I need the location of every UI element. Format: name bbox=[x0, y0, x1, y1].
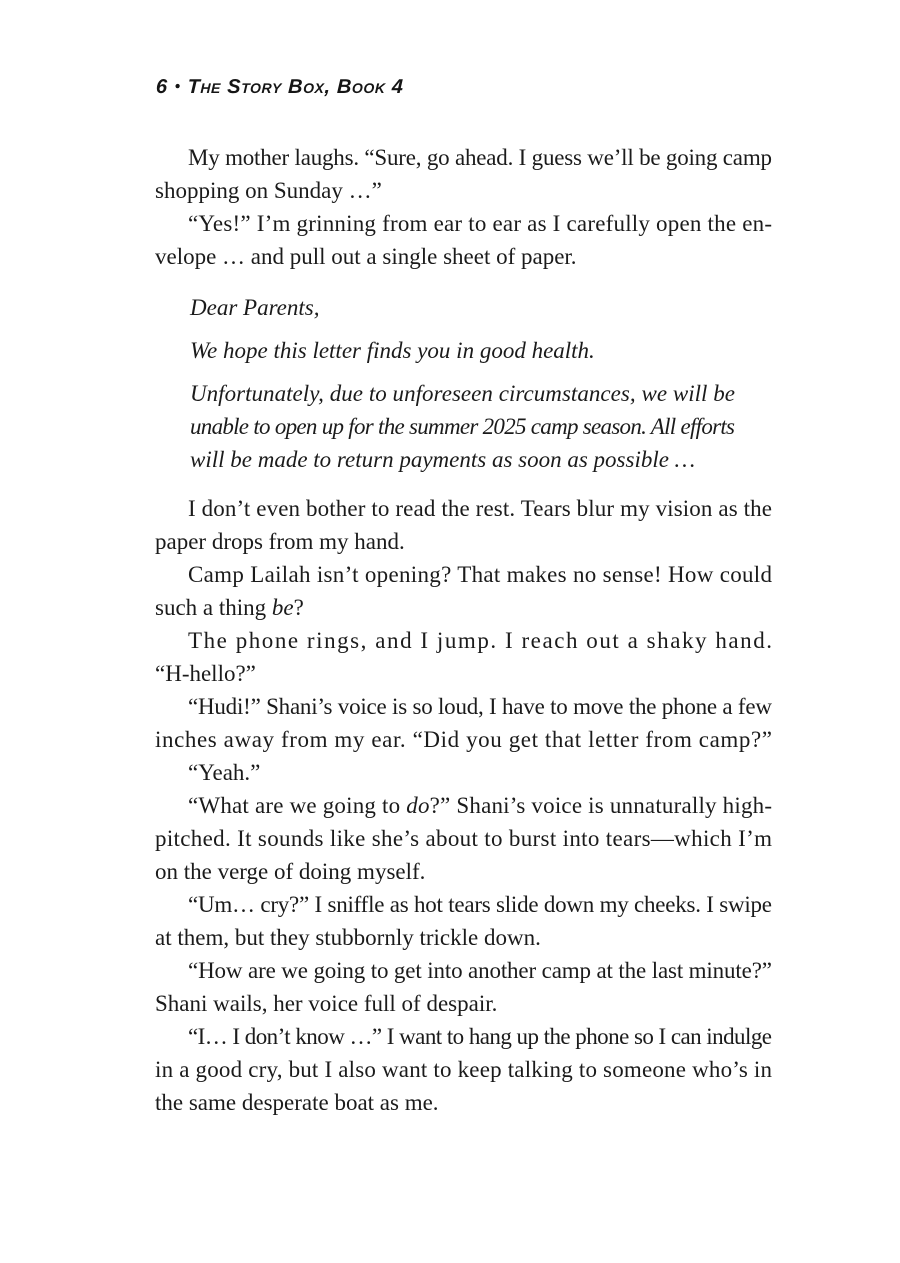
paragraph bbox=[155, 494, 772, 560]
text-line bbox=[190, 379, 735, 412]
svg-text:inches away from my ear. “Did: inches away from my ear. “Did you get that letter from camp?” bbox=[155, 727, 772, 752]
paragraph bbox=[155, 1022, 772, 1121]
paragraph bbox=[155, 560, 772, 626]
text-line bbox=[155, 1055, 772, 1088]
svg-text:“Um… cry?” I sniffle as hot te: “Um… cry?” I sniffle as hot tears slide down my cheeks. I swipe bbox=[188, 892, 772, 917]
paragraph bbox=[155, 758, 772, 791]
text-line bbox=[155, 989, 772, 1022]
text-line bbox=[155, 923, 772, 956]
separator-dot: • bbox=[174, 78, 181, 95]
svg-text:at them, but they stubbornly t: at them, but they stubbornly trickle down. bbox=[155, 925, 541, 950]
text-line bbox=[155, 626, 772, 659]
svg-text:pitched. It sounds like she’s: pitched. It sounds like she’s about to burst into tears—which I’m bbox=[155, 826, 772, 851]
letter-paragraph bbox=[190, 293, 772, 326]
svg-text:on the verge of doing myself.: on the verge of doing myself. bbox=[155, 859, 426, 884]
text-line bbox=[155, 527, 772, 560]
text-line bbox=[155, 1022, 772, 1055]
text-line bbox=[155, 143, 772, 176]
svg-text:unable to open up for the summ: unable to open up for the summer 2025 camp season. All efforts bbox=[190, 414, 735, 439]
paragraph bbox=[155, 956, 772, 1022]
svg-text:“Hudi!” Shani’s voice is so lo: “Hudi!” Shani’s voice is so loud, I have to move the phone a few bbox=[188, 694, 772, 719]
paragraph bbox=[155, 626, 772, 692]
book-title: The Story Box, Book 4 bbox=[187, 76, 404, 98]
svg-text:Dear Parents,: Dear Parents, bbox=[190, 295, 320, 320]
svg-text:I don’t even bother to read th: I don’t even bother to read the rest. Tears blur my vision as the bbox=[188, 496, 772, 521]
text-line bbox=[155, 956, 772, 989]
svg-text:“H-hello?”: “H-hello?” bbox=[155, 661, 256, 686]
text-line bbox=[155, 824, 772, 857]
svg-text:“Yeah.”: “Yeah.” bbox=[188, 760, 261, 785]
letter-paragraph bbox=[190, 379, 772, 478]
text-line bbox=[155, 494, 772, 527]
paragraph bbox=[155, 791, 772, 890]
page-number: 6 bbox=[155, 76, 169, 98]
svg-text:My mother laughs. “Sure, go ah: My mother laughs. “Sure, go ahead. I guess we’ll be going camp bbox=[188, 145, 772, 170]
text-line bbox=[190, 336, 735, 369]
svg-text:in a good cry, but I also want: in a good cry, but I also want to keep talking to someone who’s in bbox=[155, 1057, 772, 1082]
svg-text:the same desperate boat as me.: the same desperate boat as me. bbox=[155, 1090, 439, 1115]
svg-text:We hope this letter finds you: We hope this letter finds you in good health. bbox=[190, 338, 595, 363]
paragraph bbox=[155, 143, 772, 209]
page-body bbox=[155, 143, 772, 1121]
svg-text:Unfortunately, due to unforese: Unfortunately, due to unforeseen circumstances, we will be bbox=[190, 381, 735, 406]
svg-text:“Yes!” I’m grinning from ear t: “Yes!” I’m grinning from ear to ear as I carefully open the en- bbox=[188, 211, 772, 236]
text-line bbox=[155, 1088, 772, 1121]
svg-text:will be made to return payment: will be made to return payments as soon as possible … bbox=[190, 447, 696, 472]
paragraph bbox=[155, 890, 772, 956]
text-line bbox=[155, 725, 772, 758]
text-line bbox=[190, 412, 735, 445]
text-line bbox=[155, 758, 772, 791]
text-line bbox=[190, 293, 735, 326]
text-line bbox=[155, 242, 772, 275]
text-line bbox=[155, 692, 772, 725]
text-line bbox=[155, 209, 772, 242]
text-line bbox=[155, 593, 772, 626]
svg-text:velope … and pull out a single: velope … and pull out a single sheet of paper. bbox=[155, 244, 577, 269]
text-line bbox=[155, 791, 772, 824]
paragraph bbox=[155, 692, 772, 758]
svg-text:paper drops from my hand.: paper drops from my hand. bbox=[155, 529, 405, 554]
text-line bbox=[155, 176, 772, 209]
text-line bbox=[155, 890, 772, 923]
svg-text:“How are we going to get into: “How are we going to get into another camp at the last minute?” bbox=[188, 958, 772, 983]
text-line bbox=[155, 857, 772, 890]
running-head bbox=[156, 76, 404, 99]
svg-text:The phone rings, and I jump. I: The phone rings, and I jump. I reach out a shaky hand. bbox=[188, 628, 772, 653]
svg-text:such a thing be?: such a thing be? bbox=[155, 595, 304, 620]
svg-text:“I… I don’t know …” I want to: “I… I don’t know …” I want to hang up the phone so I can indulge bbox=[188, 1024, 772, 1049]
text-line bbox=[190, 445, 735, 478]
svg-text:“What are we going to do?” Sha: “What are we going to do?” Shani’s voice is unnaturally high- bbox=[188, 793, 772, 818]
svg-text:Camp Lailah isn’t opening? Tha: Camp Lailah isn’t opening? That makes no sense! How could bbox=[188, 562, 772, 587]
svg-text:shopping on Sunday …”: shopping on Sunday …” bbox=[155, 178, 382, 203]
svg-text:Shani wails, her voice full of: Shani wails, her voice full of despair. bbox=[155, 991, 498, 1016]
text-line bbox=[155, 560, 772, 593]
paragraph bbox=[155, 209, 772, 275]
letter-paragraph bbox=[190, 336, 772, 369]
text-line bbox=[155, 659, 772, 692]
